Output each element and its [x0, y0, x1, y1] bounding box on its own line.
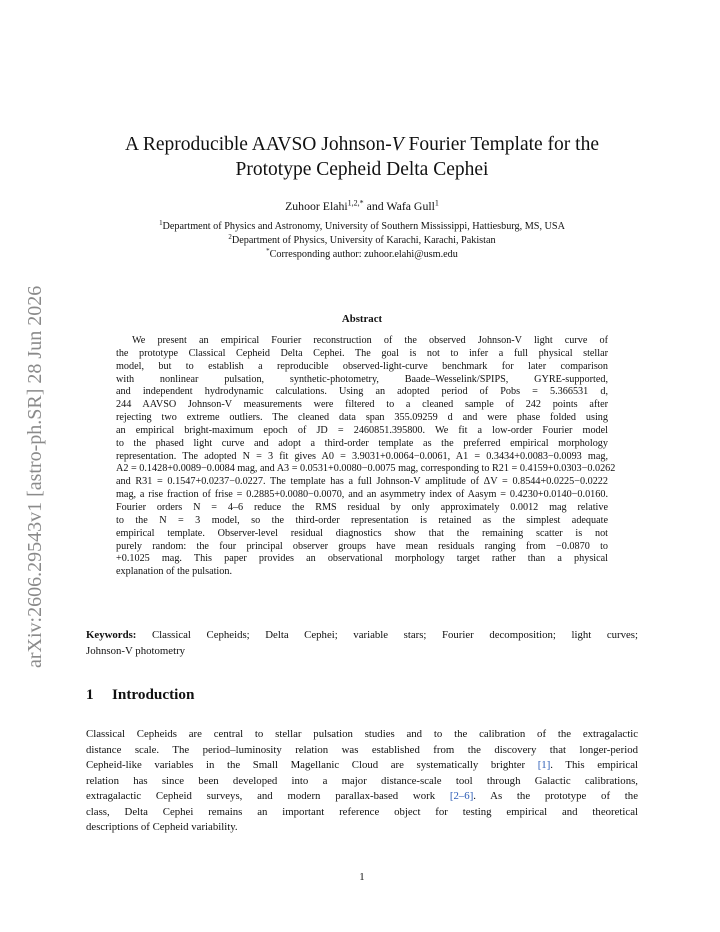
abstract-heading: Abstract [341, 313, 383, 325]
abstract-line: We present an empirical Fourier reconstruction of the observed Johnson-V light curve of [132, 335, 608, 346]
author-name: Zuhoor Elahi [285, 199, 348, 213]
keywords-label: Keywords: [86, 629, 137, 641]
abstract-line: model, but to establish a reproducible observed-light-curve benchmark for later comparison [116, 360, 608, 372]
abstract-line: rejecting two extreme outliers. The cleaned data span 355.09259 d and were phase folded using [116, 412, 608, 424]
section-heading-introduction [86, 686, 638, 704]
abstract-line: explanation of the pulsation. [116, 566, 232, 578]
affiliation-line: $^2$Department of Physics, University of Karachi, Karachi, Pakistan [228, 234, 496, 246]
abstract-body [116, 335, 616, 579]
abstract-line: empirical template. Observer-level residual diagnostics show that the remaining scatter is not [116, 527, 608, 539]
section-title: Introduction [112, 686, 195, 703]
author-name: Wafa Gull [386, 199, 435, 213]
section-number: 1 [86, 686, 94, 703]
abstract-line: purely random: the four principal observer groups have mean residuals ranging from −0.0870 to [116, 540, 608, 552]
author-affiliation-marker: 1,2,* [347, 198, 364, 208]
affiliations [86, 220, 638, 262]
abstract-line: +0.1025 mag. This paper provides an observational morphology target rather than a physical [116, 553, 608, 565]
arxiv-id-text: arXiv:2606.29543v1 [astro-ph.SR] 28 Jun 2026 [24, 285, 46, 668]
arxiv-identifier-stamp [0, 232, 66, 672]
author-list: Zuhoor Elahi$^{1,2,*}$ and Wafa Gull$^1$ [285, 198, 439, 213]
abstract-line: with nonlinear pulsation, synthetic-photometry, Baade–Wesselink/SPIPS, GYRE-supported, [116, 373, 608, 385]
citation-link[interactable]: [2–6] [449, 790, 474, 803]
abstract-line: 244 AAVSO Johnson-V measurements were filtered to a cleaned sample of 242 points after [116, 399, 608, 411]
corresponding-author-line: *Corresponding author: zuhoor.elahi@usm.edu [266, 248, 458, 260]
keywords: Keywords: Classical Cepheids; Delta Cephei; variable stars; Fourier decomposition; light curves; Johnson-V photometry [86, 629, 638, 657]
abstract-line: and independent hydrodynamic calculations. Using an adopted period of Pobs = 5.366531 d, [116, 386, 608, 398]
paper-title: A Reproducible AAVSO Johnson-V Fourier Template for the Prototype Cepheid Delta Cephei [125, 134, 599, 180]
abstract-line: representation. The adopted N = 3 fit gives A0 = 3.9031+0.0064−0.0061, A1 = 0.3434+0.0083−0.0093 mag, [116, 450, 608, 462]
abstract-line: Fourier orders N = 4–6 reduce the RMS residual by only approximately 0.0012 mag relative [116, 501, 608, 513]
author-affiliation-marker: 1 [434, 198, 439, 208]
abstract-line: the prototype Classical Cepheid Delta Cephei. The goal is not to infer a full physical stellar [116, 347, 608, 359]
abstract-line: to the N = 3 model, so the third-order representation is retained as the simplest adequate [116, 514, 608, 526]
abstract-line: an empirical bright-maximum epoch of JD = 2460851.395800. We fit a low-order Fourier model [116, 424, 608, 436]
abstract-line: A2 = 0.1428+0.0089−0.0084 mag, and A3 = 0.0531+0.0080−0.0075 mag, corresponding to R21 = 0.4159+0.0303−0.0262 [116, 463, 616, 475]
abstract-line: and R31 = 0.1547+0.0237−0.0227. The template has a full Johnson-V amplitude of ΔV = 0.8544+0.0225−0.0222 [116, 476, 608, 488]
citation-link[interactable]: [1] [537, 759, 551, 772]
abstract-line: mag, a rise fraction of frise = 0.2885+0.0080−0.0070, and an asymmetry index of Aasym = 0.4230+0.0140−0.0160. [116, 489, 608, 501]
page-number: 1 [359, 871, 365, 883]
introduction-paragraph: Classical Cepheids are central to stellar pulsation studies and to the calibration of the extragalactic distance scale. The period–luminosity relation was established from the discovery that longer-period Cepheid-like variables in the Small Magellanic Cloud are systematically brighter [1]. This empirical relation has since been developed into a major distance-scale tool through Galactic calibrations, extragalactic Cepheid surveys, and modern parallax-based work [2–6]. As the prototype of the class, Delta Cephei remains an important reference object for testing empirical and theoretical descriptions of Cepheid variability. [86, 728, 638, 834]
affiliation-line: $^1$Department of Physics and Astronomy, University of Southern Mississippi, Hattiesburg, MS, USA [159, 220, 565, 232]
abstract-line: to the phased light curve and adopt a third-order template as the preferred empirical morphology [116, 437, 608, 449]
